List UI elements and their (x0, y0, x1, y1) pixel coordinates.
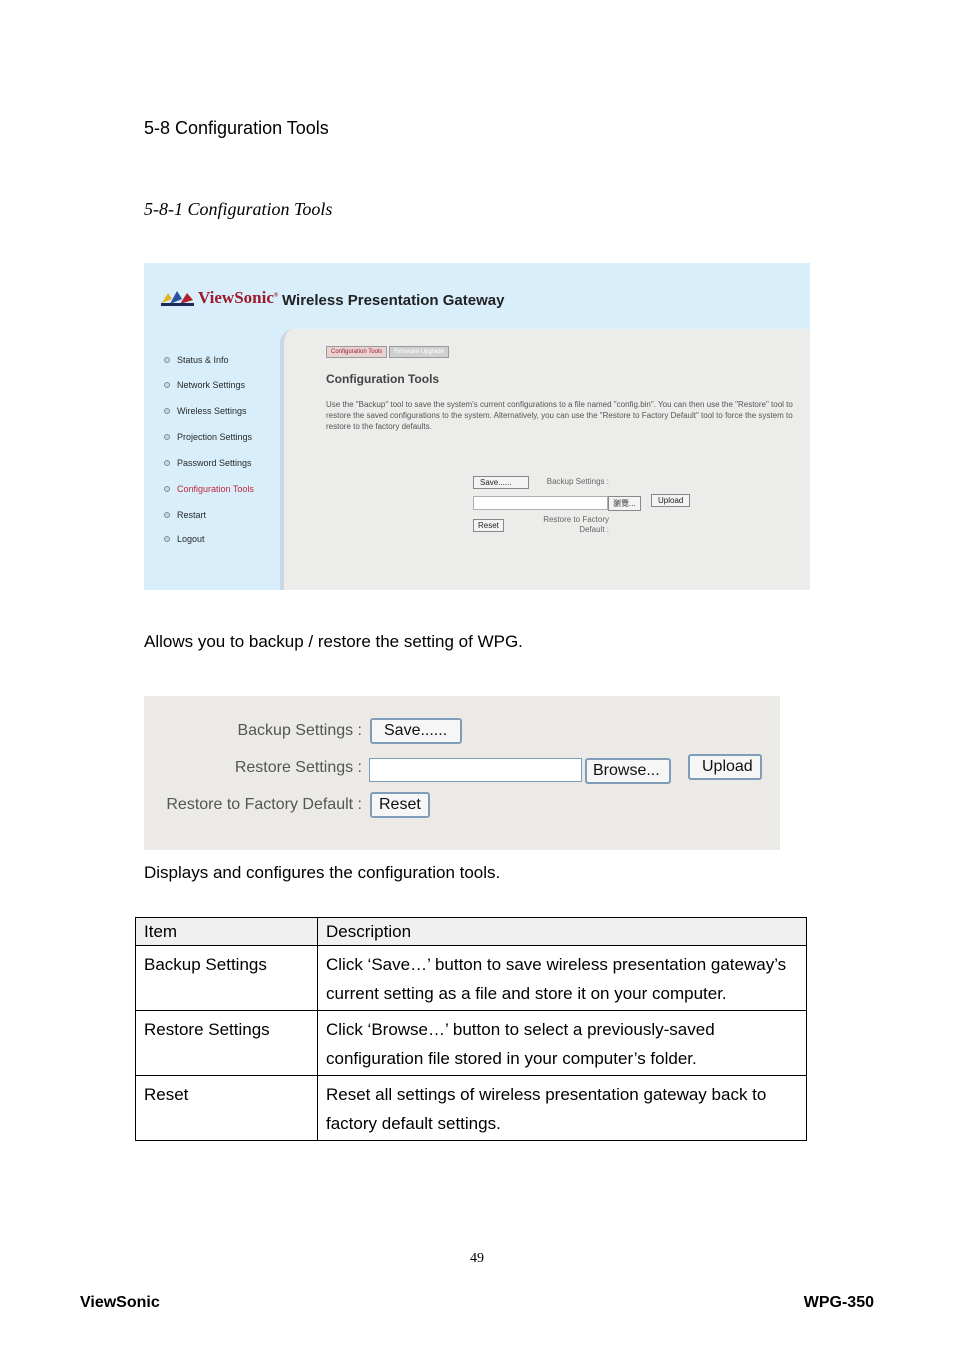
bullet-icon (164, 357, 170, 363)
footer-model: WPG-350 (803, 1294, 874, 1311)
restore-file-input[interactable] (473, 496, 608, 510)
nav-projection-settings[interactable]: Projection Settings (164, 432, 252, 442)
table-cell-description: Click ‘Save…’ button to save wireless presentation gateway’s current setting as a file and store it on your computer. (318, 946, 807, 1011)
nav-status-info[interactable]: Status & Info (164, 355, 229, 365)
section-heading: 5-8 Configuration Tools (144, 118, 329, 138)
upload-button[interactable]: Upload (651, 494, 690, 507)
table-cell-item: Restore Settings (136, 1011, 318, 1076)
page-number: 49 (470, 1251, 484, 1266)
table-cell-description: Reset all settings of wireless presentation gateway back to factory default settings. (318, 1076, 807, 1141)
save-button[interactable]: Save...... (370, 718, 462, 744)
bullet-icon (164, 408, 170, 414)
bullet-icon (164, 460, 170, 466)
nav-restart[interactable]: Restart (164, 510, 206, 520)
bullet-icon (164, 512, 170, 518)
sidebar (144, 331, 280, 590)
app-header (144, 263, 810, 331)
restore-factory-label: Restore to Factory Default : (543, 515, 609, 534)
tab-firmware-upgrade[interactable]: Firmware Upgrade (389, 346, 449, 358)
bullet-icon (164, 486, 170, 492)
panel-title: Configuration Tools (326, 372, 440, 386)
reset-button[interactable]: Reset (370, 792, 430, 818)
bullet-icon (164, 382, 170, 388)
table-row (136, 1011, 807, 1076)
header-description: Description (318, 918, 807, 946)
tab-configuration-tools[interactable]: Configuration Tools (326, 346, 387, 358)
description-table (135, 917, 807, 1141)
nav-logout[interactable]: Logout (164, 534, 205, 544)
intro-paragraph: Allows you to backup / restore the setting of WPG. (144, 632, 523, 651)
restore-file-input[interactable] (369, 758, 582, 782)
table-header-row (136, 918, 807, 946)
backup-settings-label: Backup Settings : (546, 477, 609, 486)
footer-brand: ViewSonic (80, 1294, 160, 1311)
save-button[interactable]: Save...... (473, 476, 529, 489)
upload-button[interactable]: Upload (688, 754, 762, 780)
browse-button[interactable]: Browse... (585, 758, 671, 784)
table-row (136, 1076, 807, 1141)
config-tools-zoom (144, 696, 780, 850)
nav-wireless-settings[interactable]: Wireless Settings (164, 406, 247, 416)
panel-description: Use the "Backup" tool to save the system's current configurations to a file named "config.bin". You can then use the "Restore" tool to restore the saved configurations to the system. Alternatively, you can use the "Restore to Factory Default" tool to force the system to restore to the factory defaults. (326, 400, 793, 431)
restore-settings-label: Restore Settings : (234, 759, 362, 776)
tab-bar (326, 346, 449, 358)
content-panel (280, 329, 810, 590)
table-cell-item: Backup Settings (136, 946, 318, 1011)
backup-settings-label: Backup Settings : (237, 722, 362, 739)
nav-configuration-tools[interactable]: Configuration Tools (164, 484, 254, 494)
description-paragraph: Displays and configures the configuration tools. (144, 863, 501, 882)
table-row (136, 946, 807, 1011)
app-title: Wireless Presentation Gateway (282, 292, 505, 309)
gateway-screenshot (144, 263, 810, 590)
nav-network-settings[interactable]: Network Settings (164, 380, 245, 390)
table-cell-item: Reset (136, 1076, 318, 1141)
table-cell-description: Click ‘Browse…’ button to select a previously-saved configuration file stored in your computer’s folder. (318, 1011, 807, 1076)
bullet-icon (164, 434, 170, 440)
header-item: Item (136, 918, 318, 946)
browse-button[interactable]: 瀏覽... (608, 496, 641, 511)
reset-button[interactable]: Reset (473, 519, 504, 532)
viewsonic-birds-icon (160, 287, 196, 309)
restore-factory-label: Restore to Factory Default : (166, 796, 362, 813)
subsection-heading: 5-8-1 Configuration Tools (144, 199, 333, 219)
brand-name: ViewSonic® (198, 288, 279, 307)
bullet-icon (164, 536, 170, 542)
viewsonic-logo (160, 287, 278, 309)
nav-password-settings[interactable]: Password Settings (164, 458, 252, 468)
